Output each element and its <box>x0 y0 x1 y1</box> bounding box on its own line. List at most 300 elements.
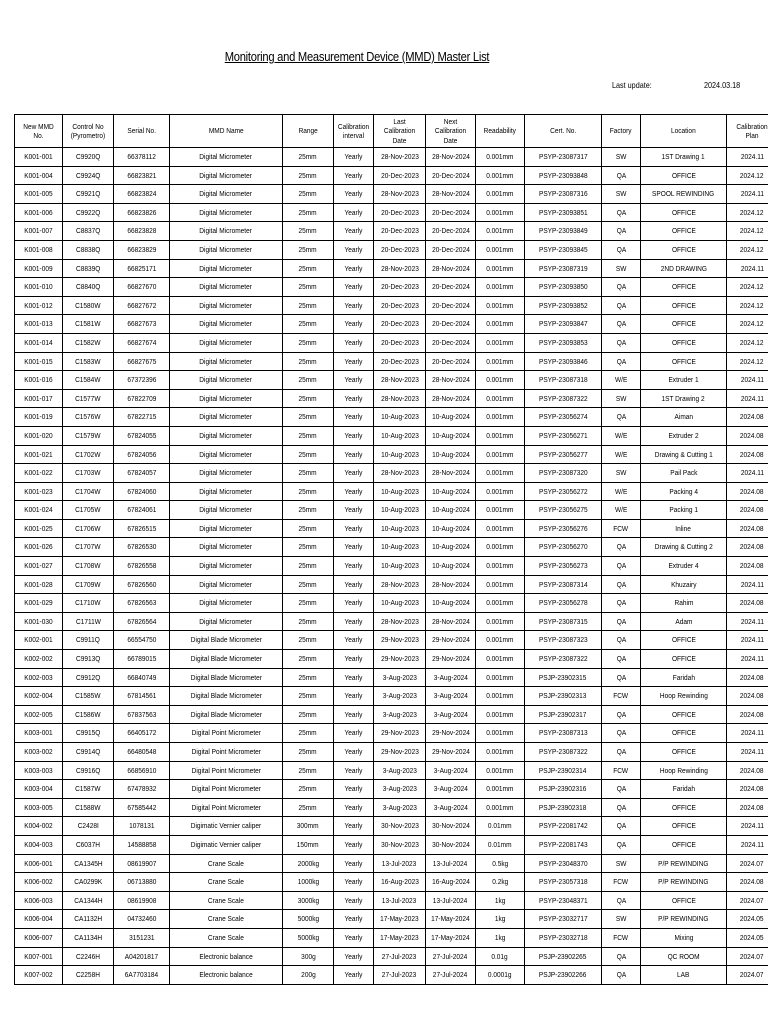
cell-serial-no <box>114 612 170 631</box>
cell-text: QA <box>616 747 626 756</box>
header-readability <box>476 115 525 148</box>
cell-text: 2024.08 <box>740 449 764 459</box>
cell-text: 2024.08 <box>740 486 764 496</box>
cell-text: Yearly <box>344 672 363 682</box>
cell-range <box>283 761 334 780</box>
cell-calibration-plan <box>727 873 768 892</box>
cell-cert-no <box>525 408 602 427</box>
cell-text: QA <box>616 598 626 608</box>
cell-text: Digital Point Micrometer <box>191 747 261 756</box>
cell-text: 0.5kg <box>492 858 508 868</box>
cell-location <box>641 947 727 966</box>
cell-last-calibration-date <box>374 947 426 966</box>
cell-mmd-name <box>170 817 283 836</box>
cell-next-calibration-date <box>426 296 476 315</box>
cell-calibration-plan <box>727 705 768 724</box>
cell-text: 25mm <box>298 170 318 180</box>
cell-next-calibration-date <box>426 966 476 985</box>
cell-next-calibration-date <box>426 761 476 780</box>
cell-last-calibration-date <box>374 854 426 873</box>
cell-cert-no <box>525 873 602 892</box>
cell-new-mmd-no <box>15 148 63 167</box>
cell-factory <box>602 371 641 390</box>
cell-text: Digital Micrometer <box>199 207 253 217</box>
cell-calibration-plan <box>727 315 768 334</box>
cell-factory <box>602 910 641 929</box>
cell-text: CA1134H <box>74 932 102 942</box>
cell-text: 29-Nov-2024 <box>431 654 470 664</box>
cell-location <box>641 315 727 334</box>
cell-text: 0.01g <box>491 951 509 961</box>
cell-last-calibration-date <box>374 240 426 259</box>
cell-text: PSJP-23902315 <box>539 672 587 682</box>
cell-cert-no <box>525 743 602 762</box>
cell-mmd-name <box>170 891 283 910</box>
cell-text: 3-Aug-2023 <box>382 672 417 682</box>
cell-control-no <box>63 278 114 297</box>
cell-text: 67478932 <box>126 784 157 794</box>
cell-cert-no <box>525 185 602 204</box>
cell-calibration-interval <box>334 538 374 557</box>
cell-mmd-name <box>170 333 283 352</box>
cell-text: 0.001mm <box>486 784 514 794</box>
cell-readability <box>476 575 525 594</box>
cell-text: 28-Nov-2023 <box>380 393 419 403</box>
cell-text: 0.001mm <box>486 486 514 496</box>
cell-text: Yearly <box>344 858 363 868</box>
cell-text: Yearly <box>344 951 363 961</box>
cell-cert-no <box>525 203 602 222</box>
cell-text: 13-Jul-2023 <box>382 858 417 868</box>
cell-cert-no <box>525 854 602 873</box>
cell-text: PSJP-23902318 <box>539 802 587 812</box>
cell-text: 10-Aug-2023 <box>380 412 419 422</box>
table-row <box>15 891 768 910</box>
cell-text: 66823829 <box>126 244 157 254</box>
cell-calibration-interval <box>334 947 374 966</box>
cell-text: 25mm <box>298 784 318 794</box>
header-location <box>641 115 727 148</box>
cell-text: K001-023 <box>24 486 53 496</box>
cell-new-mmd-no <box>15 668 63 687</box>
cell-text: 25mm <box>298 486 318 496</box>
cell-control-no <box>63 594 114 613</box>
table-row <box>15 650 768 669</box>
cell-text: C9913Q <box>75 654 101 664</box>
cell-text: Khuzairy <box>670 579 697 589</box>
cell-text: 2024.11 <box>740 839 764 849</box>
cell-text: 0.0001g <box>488 970 512 980</box>
cell-text: K001-007 <box>24 226 53 236</box>
cell-text: C1585W <box>75 691 101 701</box>
cell-calibration-plan <box>727 240 768 259</box>
cell-calibration-interval <box>334 928 374 947</box>
cell-readability <box>476 557 525 576</box>
cell-range <box>283 464 334 483</box>
cell-text: 2024.08 <box>740 672 764 682</box>
last-update-label: Last update: <box>612 80 652 90</box>
cell-text: Mixing <box>674 932 693 942</box>
cell-text: QA <box>616 709 626 719</box>
cell-readability <box>476 482 525 501</box>
cell-text: 2ND DRAWING <box>660 263 707 273</box>
cell-last-calibration-date <box>374 445 426 464</box>
cell-text: PSYP-23087319 <box>538 263 588 273</box>
cell-text: Rahim <box>674 598 693 608</box>
cell-control-no <box>63 947 114 966</box>
cell-readability <box>476 240 525 259</box>
table-row <box>15 947 768 966</box>
cell-text: 0.001mm <box>486 393 514 403</box>
cell-text: 2024.11 <box>740 635 764 645</box>
cell-text: PSJP-23902265 <box>539 951 587 961</box>
cell-new-mmd-no <box>15 966 63 985</box>
cell-text: K001-009 <box>24 263 53 273</box>
cell-new-mmd-no <box>15 259 63 278</box>
cell-mmd-name <box>170 928 283 947</box>
cell-text: Packing 4 <box>669 486 698 496</box>
table-row <box>15 148 768 167</box>
cell-last-calibration-date <box>374 817 426 836</box>
cell-range <box>283 780 334 799</box>
cell-control-no <box>63 780 114 799</box>
cell-text: 0.001mm <box>486 412 514 422</box>
cell-text: 29-Nov-2023 <box>380 747 419 756</box>
cell-text: C9921Q <box>75 189 101 199</box>
cell-calibration-interval <box>334 371 374 390</box>
table-row <box>15 315 768 334</box>
cell-text: 28-Nov-2023 <box>380 189 419 199</box>
cell-text: C2246H <box>76 951 100 961</box>
cell-control-no <box>63 891 114 910</box>
cell-factory <box>602 222 641 241</box>
cell-text: 29-Nov-2024 <box>431 747 470 756</box>
cell-range <box>283 445 334 464</box>
cell-text: C1711W <box>75 616 101 626</box>
cell-control-no <box>63 185 114 204</box>
cell-calibration-interval <box>334 724 374 743</box>
cell-next-calibration-date <box>426 259 476 278</box>
cell-serial-no <box>114 891 170 910</box>
cell-mmd-name <box>170 966 283 985</box>
cell-text: 150mm <box>297 839 319 849</box>
cell-location <box>641 854 727 873</box>
cell-text: 25mm <box>298 337 318 347</box>
cell-text: Packing 1 <box>669 505 698 515</box>
cell-text: 10-Aug-2024 <box>431 561 470 571</box>
header-label: New MMD No. <box>23 121 54 140</box>
cell-next-calibration-date <box>426 185 476 204</box>
table-row <box>15 817 768 836</box>
cell-calibration-interval <box>334 817 374 836</box>
cell-text: PSYP-23087322 <box>538 747 588 756</box>
cell-text: PSJP-23902316 <box>539 784 587 794</box>
cell-location <box>641 482 727 501</box>
cell-readability <box>476 817 525 836</box>
cell-location <box>641 185 727 204</box>
cell-text: Hoop Rewinding <box>659 691 708 701</box>
cell-calibration-interval <box>334 557 374 576</box>
cell-control-no <box>63 724 114 743</box>
cell-text: Yearly <box>344 598 363 608</box>
cell-calibration-interval <box>334 315 374 334</box>
cell-text: C1588W <box>75 802 101 812</box>
cell-text: Digital Micrometer <box>199 542 253 552</box>
cell-control-no <box>63 873 114 892</box>
cell-text: C9912Q <box>75 672 101 682</box>
cell-cert-no <box>525 780 602 799</box>
cell-new-mmd-no <box>15 835 63 854</box>
cell-location <box>641 594 727 613</box>
cell-text: 2024.11 <box>740 747 764 756</box>
cell-text: 3-Aug-2024 <box>433 802 468 812</box>
cell-text: Digital Micrometer <box>199 523 253 533</box>
cell-location <box>641 891 727 910</box>
cell-text: 0.001mm <box>486 654 514 664</box>
cell-factory <box>602 315 641 334</box>
cell-range <box>283 650 334 669</box>
cell-next-calibration-date <box>426 631 476 650</box>
cell-text: 08619907 <box>126 858 157 868</box>
cell-text: K001-004 <box>24 170 53 180</box>
cell-text: Extruder 4 <box>668 561 699 571</box>
cell-text: PSYP-23093852 <box>538 300 588 310</box>
cell-calibration-plan <box>727 185 768 204</box>
cell-factory <box>602 278 641 297</box>
cell-text: 2024.12 <box>740 207 764 217</box>
cell-text: 2000kg <box>297 858 319 868</box>
cell-text: 25mm <box>298 561 318 571</box>
cell-text: Yearly <box>344 821 363 831</box>
cell-factory <box>602 240 641 259</box>
cell-mmd-name <box>170 426 283 445</box>
cell-text: 25mm <box>298 505 318 515</box>
cell-text: C9916Q <box>75 765 101 775</box>
cell-text: QA <box>616 561 626 571</box>
cell-new-mmd-no <box>15 743 63 762</box>
cell-serial-no <box>114 259 170 278</box>
cell-calibration-interval <box>334 631 374 650</box>
cell-text: 1ST Drawing 2 <box>661 393 706 403</box>
cell-text: 67822709 <box>126 393 157 403</box>
cell-text: K006-003 <box>24 895 53 905</box>
cell-text: Digital Micrometer <box>199 616 253 626</box>
cell-location <box>641 668 727 687</box>
cell-readability <box>476 259 525 278</box>
cell-new-mmd-no <box>15 240 63 259</box>
cell-text: 3-Aug-2023 <box>382 709 417 719</box>
cell-next-calibration-date <box>426 315 476 334</box>
cell-range <box>283 315 334 334</box>
table-row <box>15 371 768 390</box>
cell-text: 04732460 <box>126 914 157 924</box>
cell-text: 16-Aug-2024 <box>431 877 470 887</box>
cell-next-calibration-date <box>426 650 476 669</box>
cell-text: PSYP-23032717 <box>538 914 588 924</box>
cell-new-mmd-no <box>15 408 63 427</box>
cell-text: 29-Nov-2023 <box>380 728 419 738</box>
cell-calibration-interval <box>334 798 374 817</box>
cell-text: 66827672 <box>126 300 157 310</box>
cell-text: 28-Nov-2024 <box>431 375 470 385</box>
cell-range <box>283 557 334 576</box>
cell-calibration-plan <box>727 798 768 817</box>
cell-mmd-name <box>170 947 283 966</box>
cell-calibration-interval <box>334 780 374 799</box>
cell-mmd-name <box>170 612 283 631</box>
cell-control-no <box>63 315 114 334</box>
cell-new-mmd-no <box>15 315 63 334</box>
cell-text: 14588858 <box>126 839 157 849</box>
cell-next-calibration-date <box>426 835 476 854</box>
cell-text: 66554750 <box>126 635 157 645</box>
cell-calibration-interval <box>334 296 374 315</box>
cell-mmd-name <box>170 408 283 427</box>
cell-text: 10-Aug-2023 <box>380 598 419 608</box>
cell-text: 0.01mm <box>488 839 512 849</box>
cell-text: 0.001mm <box>486 170 514 180</box>
cell-text: 0.001mm <box>486 765 514 775</box>
cell-new-mmd-no <box>15 891 63 910</box>
table-row <box>15 873 768 892</box>
table-row <box>15 203 768 222</box>
cell-text: 66823824 <box>126 189 157 199</box>
cell-location <box>641 408 727 427</box>
cell-factory <box>602 482 641 501</box>
cell-calibration-plan <box>727 557 768 576</box>
cell-text: Digital Micrometer <box>199 319 253 329</box>
cell-text: PSYP-23056278 <box>538 598 588 608</box>
cell-range <box>283 705 334 724</box>
cell-range <box>283 798 334 817</box>
cell-mmd-name <box>170 835 283 854</box>
cell-next-calibration-date <box>426 705 476 724</box>
cell-factory <box>602 203 641 222</box>
cell-factory <box>602 594 641 613</box>
cell-text: 25mm <box>298 691 318 701</box>
cell-last-calibration-date <box>374 891 426 910</box>
cell-control-no <box>63 557 114 576</box>
cell-last-calibration-date <box>374 166 426 185</box>
cell-text: PSYP-23087322 <box>538 654 588 664</box>
cell-calibration-interval <box>334 148 374 167</box>
cell-text: 2024.08 <box>740 765 764 775</box>
cell-text: QA <box>616 970 626 980</box>
cell-text: 28-Nov-2023 <box>380 263 419 273</box>
cell-text: QA <box>616 802 626 812</box>
cell-location <box>641 928 727 947</box>
cell-last-calibration-date <box>374 148 426 167</box>
cell-cert-no <box>525 222 602 241</box>
cell-readability <box>476 333 525 352</box>
cell-text: OFFICE <box>671 709 696 719</box>
cell-readability <box>476 743 525 762</box>
cell-location <box>641 817 727 836</box>
cell-text: 20-Dec-2024 <box>431 244 470 254</box>
cell-text: 25mm <box>298 356 318 366</box>
cell-text: Yearly <box>344 895 363 905</box>
cell-text: 10-Aug-2024 <box>431 486 470 496</box>
cell-text: Digital Micrometer <box>199 505 253 515</box>
cell-text: Extruder 1 <box>668 375 699 385</box>
cell-text: Digimatic Vernier caliper <box>190 839 262 849</box>
cell-text: QC ROOM <box>667 951 700 961</box>
cell-new-mmd-no <box>15 185 63 204</box>
cell-location <box>641 966 727 985</box>
cell-text: C9915Q <box>75 728 101 738</box>
cell-mmd-name <box>170 519 283 538</box>
cell-text: 25mm <box>298 449 318 459</box>
cell-readability <box>476 650 525 669</box>
cell-text: 2024.07 <box>740 970 764 980</box>
table-row <box>15 557 768 576</box>
cell-text: 28-Nov-2024 <box>431 263 470 273</box>
cell-range <box>283 854 334 873</box>
cell-text: SW <box>615 189 627 199</box>
cell-text: Digital Micrometer <box>199 244 253 254</box>
cell-text: 10-Aug-2024 <box>431 598 470 608</box>
cell-new-mmd-no <box>15 724 63 743</box>
cell-calibration-plan <box>727 743 768 762</box>
cell-text: Crane Scale <box>208 914 244 924</box>
cell-calibration-interval <box>334 668 374 687</box>
cell-factory <box>602 259 641 278</box>
table-row <box>15 835 768 854</box>
cell-text: Yearly <box>344 226 363 236</box>
cell-factory <box>602 854 641 873</box>
cell-calibration-interval <box>334 333 374 352</box>
cell-text: C1581W <box>75 319 101 329</box>
cell-text: 2024.08 <box>740 523 764 533</box>
cell-text: 67826560 <box>126 579 157 589</box>
cell-readability <box>476 612 525 631</box>
cell-next-calibration-date <box>426 724 476 743</box>
cell-new-mmd-no <box>15 278 63 297</box>
cell-text: C2258H <box>76 970 100 980</box>
cell-readability <box>476 203 525 222</box>
cell-factory <box>602 519 641 538</box>
cell-text: 0.001mm <box>486 263 514 273</box>
cell-text: C8839Q <box>75 263 101 273</box>
cell-text: PSYP-23087315 <box>538 616 588 626</box>
cell-last-calibration-date <box>374 426 426 445</box>
cell-text: Digimatic Vernier caliper <box>190 821 262 831</box>
cell-cert-no <box>525 259 602 278</box>
header-label: Location <box>671 126 696 136</box>
cell-location <box>641 240 727 259</box>
cell-text: 25mm <box>298 393 318 403</box>
cell-next-calibration-date <box>426 464 476 483</box>
last-update-value: 2024.03.18 <box>704 80 741 90</box>
cell-text: 2024.11 <box>740 189 764 199</box>
cell-cert-no <box>525 650 602 669</box>
cell-text: 0.001mm <box>486 616 514 626</box>
cell-text: 66827674 <box>126 337 157 347</box>
cell-text: CA1132H <box>74 914 102 924</box>
table-row <box>15 575 768 594</box>
cell-location <box>641 371 727 390</box>
cell-text: 20-Dec-2024 <box>431 282 470 292</box>
cell-cert-no <box>525 240 602 259</box>
cell-next-calibration-date <box>426 408 476 427</box>
cell-location <box>641 501 727 520</box>
cell-text: 3-Aug-2024 <box>433 709 468 719</box>
cell-next-calibration-date <box>426 538 476 557</box>
cell-text: Digital Micrometer <box>199 486 253 496</box>
cell-last-calibration-date <box>374 352 426 371</box>
cell-mmd-name <box>170 557 283 576</box>
cell-new-mmd-no <box>15 947 63 966</box>
